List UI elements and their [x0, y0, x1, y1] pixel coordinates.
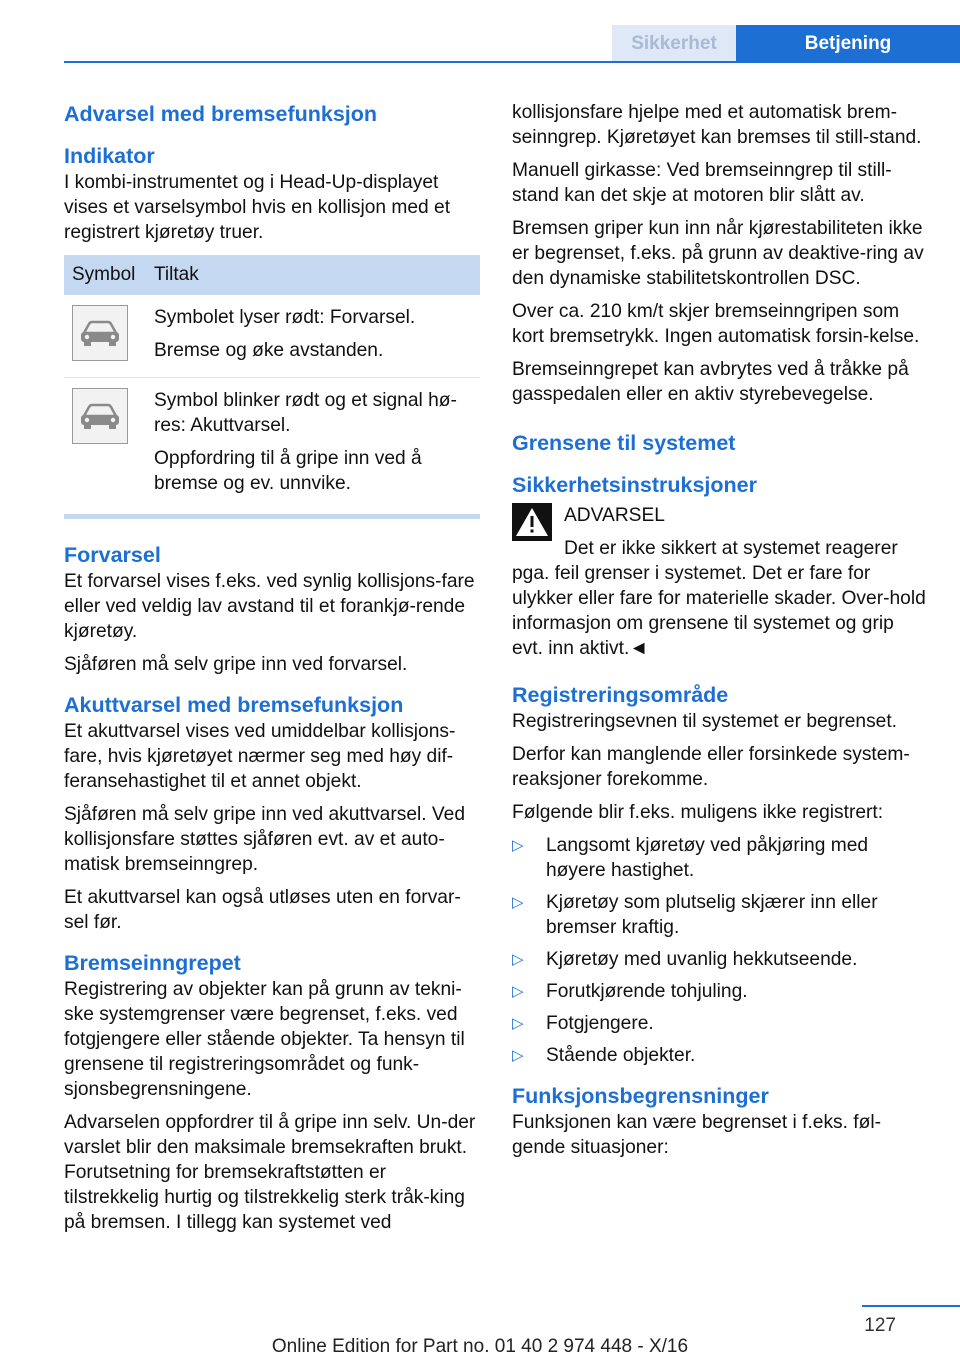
bremse-text-2: Advarselen oppfordrer til å gripe inn selv. Un-der varslet blir den maksimale bremsekraften brukt. Forutsetning for bremsekraftstøtten er tilstrekkelig hurtig og tilstrekkelig sterk tråk-king på bremsen. I tillegg kan systemet ved — [64, 1112, 476, 1233]
registrering-text-1: Registreringsevnen til systemet er begrenset. — [512, 711, 897, 732]
symbol-table — [64, 255, 480, 519]
row-text-1: Symbol blinker rødt og et signal hø-res: Akuttvarsel. — [154, 390, 457, 436]
akutt-heading: Akuttvarsel med bremsefunksjon — [64, 693, 404, 717]
bullet-icon: ▷ — [512, 1015, 524, 1032]
sikkerhet-heading: Sikkerhetsinstruksjoner — [512, 473, 757, 497]
list-item-text: Kjøretøy som plutselig skjærer inn eller bremser kraftig. — [546, 892, 878, 938]
header-rule — [64, 61, 960, 63]
continued-text-3: Bremsen griper kun inn når kjørestabiliteten ikke er begrenset, f.eks. på grunn av deaktive-ring av den dynamiske stabilitetskontrollen DSC. — [512, 218, 924, 289]
forvarsel-text-2: Sjåføren må selv gripe inn ved forvarsel. — [64, 654, 408, 675]
list-item-text: Stående objekter. — [546, 1045, 696, 1066]
registrering-heading: Registreringsområde — [512, 683, 729, 707]
right-column — [512, 100, 926, 1168]
list-item-text: Forutkjørende tohjuling. — [546, 981, 748, 1002]
bremse-heading: Bremseinngrepet — [64, 951, 241, 975]
list-item — [512, 1011, 926, 1036]
table-row — [64, 378, 480, 517]
akutt-text-2: Sjåføren må selv gripe inn ved akuttvarsel. Ved kollisjonsfare støttes sjåføren evt. av et auto-matisk bremseinngrep. — [64, 804, 466, 875]
list-item — [512, 979, 926, 1004]
page-number: 127 — [864, 1315, 896, 1336]
registrering-list — [512, 833, 926, 1068]
action-cell — [146, 378, 480, 517]
symbol-column-header: Symbol — [64, 255, 146, 295]
car-front-icon — [72, 305, 128, 361]
continued-text-1: kollisjonsfare hjelpe med et automatisk brem-seinngrep. Kjøretøyet kan bremses til still-stand. — [512, 102, 922, 148]
section-tab: Sikkerhet — [612, 25, 736, 62]
registrering-text-2: Derfor kan manglende eller forsinkede system-reaksjoner forekomme. — [512, 744, 910, 790]
continued-text-2: Manuell girkasse: Ved bremseinngrep til still-stand kan det skje at motoren blir slått av. — [512, 160, 892, 206]
warning-text-continued: pga. feil grenser i systemet. Det er fare for ulykker eller fare for materielle skader. Over-hold informasjon om grensene til systemet og grip evt. inn aktivt.◄ — [512, 563, 926, 659]
warning-icon — [512, 503, 552, 541]
list-item-text: Fotgjengere. — [546, 1013, 654, 1034]
funksjon-text-1: Funksjonen kan være begrenset i f.eks. føl-gende situasjoner: — [512, 1112, 881, 1158]
row-text-2: Oppfordring til å gripe inn ved å bremse og ev. unnvike. — [154, 448, 422, 494]
bullet-icon: ▷ — [512, 1047, 524, 1064]
symbol-cell — [64, 295, 146, 378]
funksjon-heading: Funksjonsbegrensninger — [512, 1084, 769, 1108]
bremse-text-1: Registrering av objekter kan på grunn av tekni-ske systemgrenser være begrenset, f.eks. ved fotgjengere eller stående objekter. Ta hensyn til grensene til registreringsområdet og funk-sjonsbegrensningene. — [64, 979, 465, 1100]
warning-title: ADVARSEL — [564, 505, 665, 526]
bullet-icon: ▷ — [512, 983, 524, 1000]
left-column — [64, 100, 482, 1243]
grensene-heading: Grensene til systemet — [512, 431, 736, 455]
footer-rule — [862, 1305, 960, 1307]
edition-note: Online Edition for Part no. 01 40 2 974 448 - X/16 — [271, 1336, 689, 1357]
list-item — [512, 833, 926, 883]
chapter-tab: Betjening — [736, 25, 960, 62]
forvarsel-text-1: Et forvarsel vises f.eks. ved synlig kollisjons-fare eller ved veldig lav avstand til et forankjø-rende kjøretøy. — [64, 571, 475, 642]
list-item — [512, 890, 926, 940]
list-item-text: Kjøretøy med uvanlig hekkutseende. — [546, 949, 858, 970]
akutt-text-3: Et akuttvarsel kan også utløses uten en forvar-sel før. — [64, 887, 461, 933]
car-front-icon — [72, 388, 128, 444]
list-item-text: Langsomt kjøretøy ved påkjøring med høyere hastighet. — [546, 835, 869, 881]
warning-body — [564, 503, 898, 561]
row-text-1: Symbolet lyser rødt: Forvarsel. — [154, 307, 416, 328]
symbol-cell — [64, 378, 146, 517]
forvarsel-heading: Forvarsel — [64, 543, 161, 567]
bullet-icon: ▷ — [512, 837, 524, 854]
akutt-text-1: Et akuttvarsel vises ved umiddelbar kollisjons-fare, hvis kjøretøyet nærmer seg med høy dif-feransehastighet til et annet objekt. — [64, 721, 456, 792]
registrering-text-3: Følgende blir f.eks. muligens ikke registrert: — [512, 802, 884, 823]
action-cell — [146, 295, 480, 378]
warning-text: Det er ikke sikkert at systemet reagerer — [564, 538, 898, 559]
continued-text-4: Over ca. 210 km/t skjer bremseinngripen som kort bremsetrykk. Ingen automatisk forsin-kelse. — [512, 301, 920, 347]
indikator-text: I kombi-instrumentet og i Head-Up-displayet vises et varselsymbol hvis en kollisjon med et registrert kjøretøy truer. — [64, 172, 451, 243]
continued-text-5: Bremseinngrepet kan avbrytes ved å tråkke på gasspedalen eller en aktiv styrebevegelse. — [512, 359, 909, 405]
bullet-icon: ▷ — [512, 951, 524, 968]
bullet-icon: ▷ — [512, 894, 524, 911]
row-text-2: Bremse og øke avstanden. — [154, 340, 384, 361]
action-column-header: Tiltak — [146, 255, 480, 295]
table-row — [64, 295, 480, 378]
list-item — [512, 1043, 926, 1068]
section-heading: Advarsel med bremsefunksjon — [64, 102, 378, 126]
list-item — [512, 947, 926, 972]
header-tabs — [612, 25, 960, 62]
warning-block — [512, 503, 926, 561]
indikator-heading: Indikator — [64, 144, 155, 168]
